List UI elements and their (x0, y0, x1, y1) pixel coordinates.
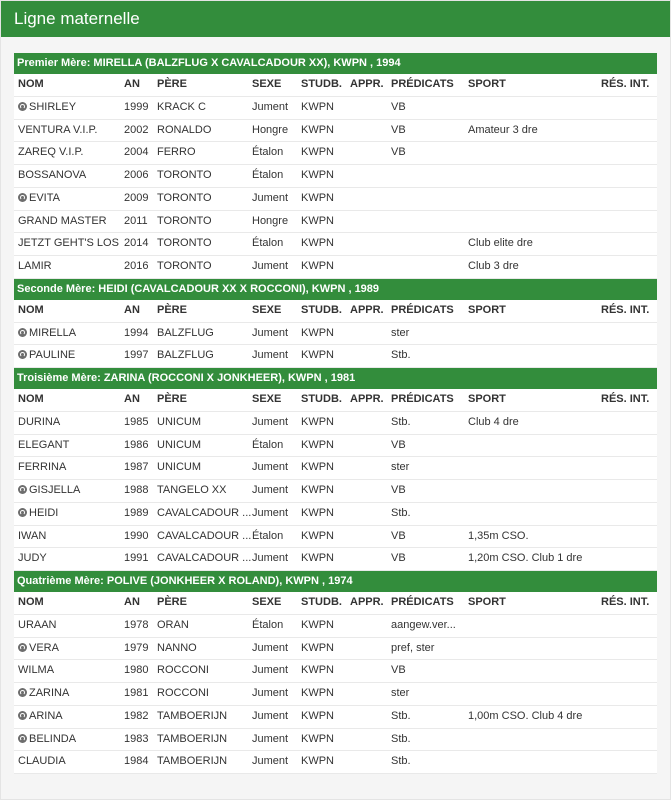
column-header-predicats: PRÉDICATS (391, 393, 454, 405)
horse-name[interactable] (18, 345, 122, 366)
horse-name[interactable]: ZAREQ V.I.P. (18, 146, 84, 159)
horse-name[interactable]: LAMIR (18, 260, 52, 272)
birth-year: 1989 (124, 506, 149, 519)
sex: Jument (252, 461, 289, 474)
table-row[interactable] (14, 412, 657, 435)
table-row[interactable] (14, 256, 657, 279)
predicates: VB (391, 552, 406, 565)
column-header-appr: APPR. (350, 393, 384, 405)
section-title: Seconde Mère: HEIDI (CAVALCADOUR XX X ROCCONI), KWPN , 1989 (14, 279, 657, 300)
sport-result: 1,35m CSO. (468, 529, 529, 542)
table-row[interactable] (14, 435, 657, 458)
table-row[interactable] (14, 165, 657, 188)
sex: Jument (252, 732, 289, 745)
birth-year: 1981 (124, 687, 149, 699)
sire-name[interactable]: UNICUM (157, 438, 201, 451)
predicates: ster (391, 326, 410, 339)
studbook: KWPN (301, 237, 334, 250)
birth-year: 1982 (124, 709, 149, 722)
horse-name[interactable] (18, 97, 122, 118)
table-row[interactable] (14, 751, 657, 774)
predicates: Stb. (391, 755, 411, 768)
horse-name[interactable] (18, 706, 122, 727)
horse-name[interactable] (18, 683, 122, 704)
sex: Hongre (252, 214, 289, 227)
column-header-studb: STUDB. (301, 303, 342, 316)
horse-name[interactable] (18, 188, 122, 209)
sport-result: Club elite dre (468, 237, 533, 250)
horse-name-text[interactable]: GISJELLA (29, 484, 81, 496)
column-header-sport: SPORT (468, 303, 506, 316)
studbook: KWPN (301, 732, 334, 745)
horse-name[interactable]: ELEGANT (18, 438, 70, 451)
horse-name[interactable]: VENTURA V.I.P. (18, 123, 98, 136)
birth-year: 2014 (124, 237, 149, 250)
horse-name[interactable]: FERRINA (18, 461, 67, 474)
horse-name[interactable] (18, 323, 122, 344)
column-header-an: AN (124, 78, 140, 90)
studbook: KWPN (301, 641, 334, 654)
sire-name[interactable]: CAVALCADOUR ... (157, 506, 252, 519)
sire-name[interactable]: ORAN (157, 618, 189, 631)
sex: Jument (252, 552, 289, 565)
column-header-appr: APPR. (350, 303, 384, 316)
column-header-nom: NOM (18, 303, 44, 316)
column-header-predicats: PRÉDICATS (391, 596, 454, 608)
sex: Jument (252, 687, 289, 699)
column-header-predicats: PRÉDICATS (391, 78, 454, 90)
sire-name[interactable]: UNICUM (157, 461, 201, 474)
predicates: ster (391, 461, 410, 474)
column-header-pere: PÈRE (157, 596, 187, 608)
table-row[interactable] (14, 323, 657, 346)
birth-year: 1979 (124, 641, 149, 654)
birth-year: 1984 (124, 755, 149, 768)
sex: Jument (252, 326, 289, 339)
studbook: KWPN (301, 529, 334, 542)
table-row[interactable] (14, 638, 657, 661)
studbook: KWPN (301, 618, 334, 631)
birth-year: 2006 (124, 169, 149, 181)
column-header-appr: APPR. (350, 596, 384, 608)
column-header-pere: PÈRE (157, 78, 187, 90)
mare-icon (18, 508, 27, 517)
horse-name-text[interactable]: MIRELLA (29, 326, 77, 339)
column-header-nom: NOM (18, 78, 44, 90)
sex: Jument (252, 260, 289, 272)
birth-year: 1999 (124, 100, 149, 113)
table-header-row (14, 592, 657, 615)
table-row[interactable] (14, 457, 657, 480)
column-header-res-int: RÉS. INT. (601, 393, 650, 405)
predicates: Stb. (391, 506, 411, 519)
mare-icon (18, 734, 27, 743)
table-row[interactable] (14, 683, 657, 706)
horse-name-text[interactable]: VERA (29, 641, 59, 654)
studbook: KWPN (301, 709, 334, 722)
horse-name-text[interactable]: ZARINA (29, 687, 70, 699)
sire-name[interactable]: KRACK C (157, 100, 206, 113)
table-row[interactable] (14, 660, 657, 683)
sire-name[interactable]: FERRO (157, 146, 196, 159)
column-header-an: AN (124, 393, 140, 405)
column-header-sport: SPORT (468, 596, 506, 608)
mare-icon (18, 711, 27, 720)
sex: Étalon (252, 169, 284, 181)
column-header-nom: NOM (18, 393, 44, 405)
table-row[interactable] (14, 345, 657, 368)
column-header-studb: STUDB. (301, 78, 342, 90)
column-header-res-int: RÉS. INT. (601, 303, 650, 316)
sex: Jument (252, 484, 289, 496)
horse-name[interactable]: BOSSANOVA (18, 169, 87, 181)
column-header-sexe: SEXE (252, 303, 282, 316)
maternal-line-table (14, 53, 657, 774)
horse-name-text[interactable]: HEIDI (29, 506, 59, 519)
horse-name[interactable]: JUDY (18, 552, 47, 565)
horse-name[interactable]: JETZT GEHT'S LOS (18, 237, 119, 250)
sire-name[interactable]: ROCCONI (157, 687, 209, 699)
sire-name[interactable]: ROCCONI (157, 664, 209, 677)
horse-name[interactable] (18, 638, 122, 659)
sire-name[interactable]: TAMBOERIJN (157, 732, 228, 745)
column-header-res-int: RÉS. INT. (601, 596, 650, 608)
sex: Jument (252, 191, 289, 204)
column-header-sexe: SEXE (252, 596, 282, 608)
table-row[interactable] (14, 526, 657, 549)
table-row[interactable] (14, 97, 657, 120)
sex: Jument (252, 709, 289, 722)
horse-name[interactable]: DURINA (18, 415, 61, 428)
column-header-res-int: RÉS. INT. (601, 78, 650, 90)
section-title: Troisième Mère: ZARINA (ROCCONI X JONKHEER), KWPN , 1981 (14, 368, 657, 389)
studbook: KWPN (301, 552, 334, 565)
table-header-row (14, 74, 657, 97)
mare-icon (18, 193, 27, 202)
studbook: KWPN (301, 438, 334, 451)
predicates: VB (391, 123, 406, 136)
sire-name[interactable]: TORONTO (157, 237, 212, 250)
predicates: ster (391, 687, 410, 699)
sex: Jument (252, 664, 289, 677)
birth-year: 2004 (124, 146, 149, 159)
studbook: KWPN (301, 664, 334, 677)
mare-icon (18, 485, 27, 494)
horse-name[interactable] (18, 480, 122, 501)
studbook: KWPN (301, 191, 334, 204)
column-header-pere: PÈRE (157, 393, 187, 405)
panel-body (1, 37, 670, 799)
birth-year: 1980 (124, 664, 149, 677)
predicates: pref, ster (391, 641, 435, 654)
sex: Étalon (252, 438, 284, 451)
sire-name[interactable]: UNICUM (157, 415, 201, 428)
sire-name[interactable]: RONALDO (157, 123, 212, 136)
sport-result: Amateur 3 dre (468, 123, 538, 136)
sport-result: Club 3 dre (468, 260, 519, 272)
studbook: KWPN (301, 326, 334, 339)
horse-name[interactable]: IWAN (18, 529, 47, 542)
table-row[interactable] (14, 120, 657, 143)
table-header-row (14, 300, 657, 323)
column-header-sexe: SEXE (252, 393, 282, 405)
sire-name[interactable]: CAVALCADOUR ... (157, 552, 252, 565)
column-header-nom: NOM (18, 596, 44, 608)
sport-result: Club 4 dre (468, 415, 519, 428)
horse-name[interactable]: WILMA (18, 664, 55, 677)
birth-year: 2002 (124, 123, 149, 136)
sire-name[interactable]: CAVALCADOUR ... (157, 529, 252, 542)
mare-icon (18, 643, 27, 652)
horse-name-text[interactable]: EVITA (29, 191, 60, 204)
studbook: KWPN (301, 123, 334, 136)
mare-icon (18, 350, 27, 359)
table-header-row (14, 389, 657, 412)
mare-icon (18, 102, 27, 111)
birth-year: 1987 (124, 461, 149, 474)
sex: Étalon (252, 529, 284, 542)
predicates: Stb. (391, 349, 411, 362)
birth-year: 1994 (124, 326, 149, 339)
mare-icon (18, 688, 27, 697)
studbook: KWPN (301, 755, 334, 768)
studbook: KWPN (301, 484, 334, 496)
sex: Jument (252, 755, 289, 768)
horse-name-text[interactable]: ARINA (29, 709, 63, 722)
column-header-appr: APPR. (350, 78, 384, 90)
birth-year: 1997 (124, 349, 149, 362)
sire-name[interactable]: TORONTO (157, 260, 212, 272)
birth-year: 1991 (124, 552, 149, 565)
sire-name[interactable]: TANGELO XX (157, 484, 227, 496)
column-header-predicats: PRÉDICATS (391, 303, 454, 316)
predicates: VB (391, 484, 406, 496)
sex: Étalon (252, 618, 284, 631)
predicates: Stb. (391, 709, 411, 722)
sex: Jument (252, 415, 289, 428)
birth-year: 2011 (124, 214, 148, 227)
studbook: KWPN (301, 687, 334, 699)
predicates: aangew.ver... (391, 618, 456, 631)
birth-year: 1985 (124, 415, 149, 428)
sex: Jument (252, 641, 289, 654)
sire-name[interactable]: BALZFLUG (157, 326, 214, 339)
section-title: Quatrième Mère: POLIVE (JONKHEER X ROLAND), KWPN , 1974 (14, 571, 657, 592)
table-row[interactable] (14, 706, 657, 729)
column-header-an: AN (124, 303, 140, 316)
sport-result: 1,20m CSO. Club 1 dre (468, 552, 583, 565)
horse-name[interactable] (18, 503, 122, 524)
sport-result: 1,00m CSO. Club 4 dre (468, 709, 583, 722)
studbook: KWPN (301, 506, 334, 519)
horse-name[interactable]: URAAN (18, 618, 57, 631)
sex: Étalon (252, 146, 284, 159)
predicates: VB (391, 100, 406, 113)
table-row[interactable] (14, 729, 657, 752)
table-row[interactable] (14, 233, 657, 256)
table-row[interactable] (14, 503, 657, 526)
predicates: VB (391, 438, 406, 451)
table-row[interactable] (14, 615, 657, 638)
horse-name-text[interactable]: SHIRLEY (29, 100, 77, 113)
horse-name[interactable] (18, 729, 122, 750)
predicates: VB (391, 146, 406, 159)
section-title: Premier Mère: MIRELLA (BALZFLUG X CAVALCADOUR XX), KWPN , 1994 (14, 53, 657, 74)
birth-year: 1983 (124, 732, 149, 745)
column-header-studb: STUDB. (301, 596, 342, 608)
panel-title: Ligne maternelle (1, 1, 670, 37)
mare-icon (18, 328, 27, 337)
birth-year: 2009 (124, 191, 149, 204)
sire-name[interactable]: TAMBOERIJN (157, 709, 228, 722)
studbook: KWPN (301, 146, 334, 159)
sire-name[interactable]: TORONTO (157, 214, 212, 227)
sex: Étalon (252, 237, 284, 250)
birth-year: 1986 (124, 438, 149, 451)
studbook: KWPN (301, 260, 334, 272)
table-row[interactable] (14, 480, 657, 503)
studbook: KWPN (301, 214, 334, 227)
horse-name[interactable]: GRAND MASTER (18, 214, 107, 227)
column-header-an: AN (124, 596, 140, 608)
predicates: VB (391, 529, 406, 542)
predicates: VB (391, 664, 406, 677)
column-header-studb: STUDB. (301, 393, 342, 405)
studbook: KWPN (301, 461, 334, 474)
table-row[interactable] (14, 211, 657, 234)
sex: Jument (252, 100, 289, 113)
birth-year: 2016 (124, 260, 149, 272)
studbook: KWPN (301, 100, 334, 113)
birth-year: 1988 (124, 484, 149, 496)
predicates: Stb. (391, 415, 411, 428)
sex: Jument (252, 506, 289, 519)
sire-name[interactable]: TORONTO (157, 191, 212, 204)
sex: Jument (252, 349, 289, 362)
studbook: KWPN (301, 169, 334, 181)
birth-year: 1990 (124, 529, 149, 542)
horse-name[interactable]: CLAUDIA (18, 755, 66, 768)
sire-name[interactable]: BALZFLUG (157, 349, 214, 362)
column-header-pere: PÈRE (157, 303, 187, 316)
sire-name[interactable]: NANNO (157, 641, 197, 654)
column-header-sport: SPORT (468, 393, 506, 405)
column-header-sexe: SEXE (252, 78, 282, 90)
sire-name[interactable]: TAMBOERIJN (157, 755, 228, 768)
column-header-sport: SPORT (468, 78, 506, 90)
predicates: Stb. (391, 732, 411, 745)
table-row[interactable] (14, 142, 657, 165)
sex: Hongre (252, 123, 289, 136)
studbook: KWPN (301, 415, 334, 428)
birth-year: 1978 (124, 618, 149, 631)
sire-name[interactable]: TORONTO (157, 169, 212, 181)
horse-name-text[interactable]: PAULINE (29, 349, 76, 362)
horse-name-text[interactable]: BELINDA (29, 732, 77, 745)
table-row[interactable] (14, 548, 657, 571)
studbook: KWPN (301, 349, 334, 362)
table-row[interactable] (14, 188, 657, 211)
